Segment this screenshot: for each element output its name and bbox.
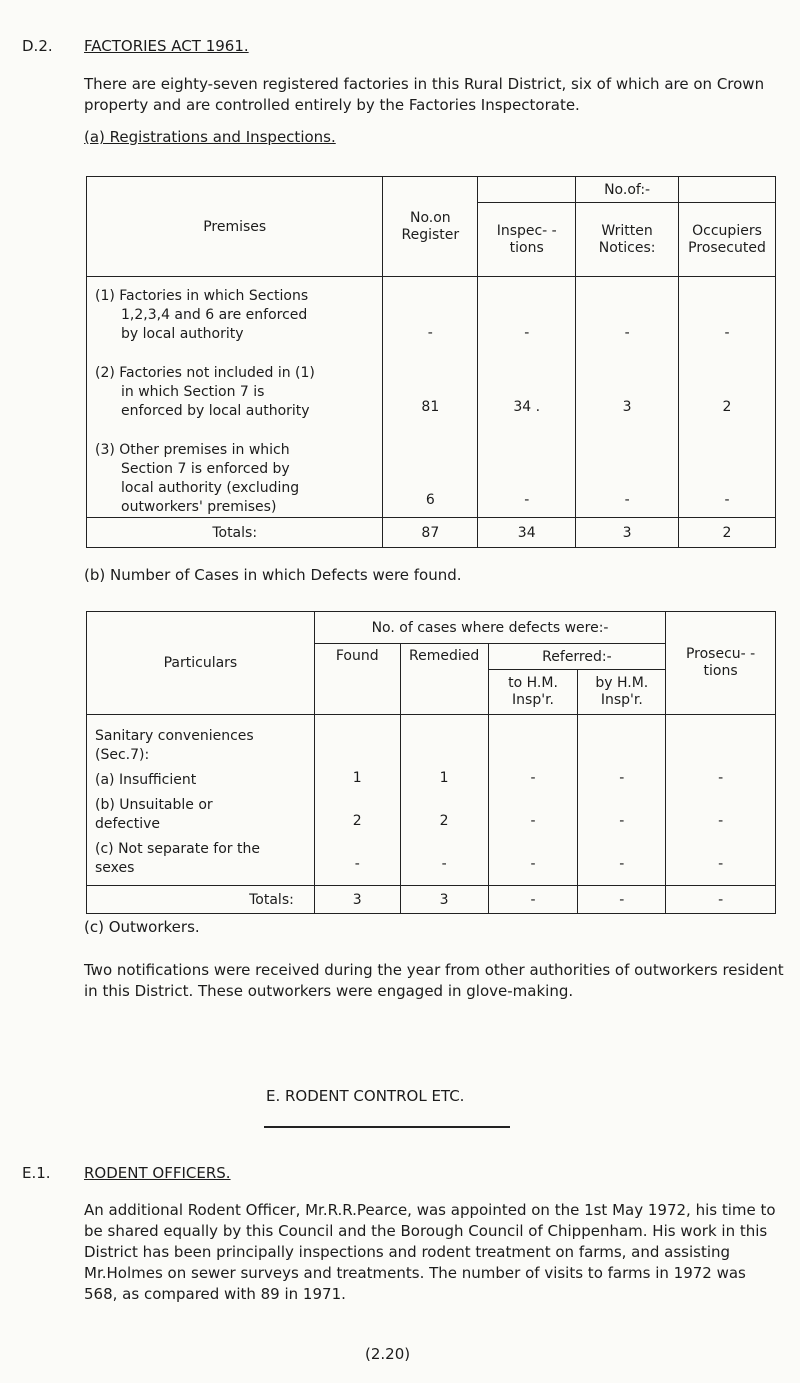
row-3-prosecuted: - (724, 492, 730, 508)
section-e-rule (264, 1126, 510, 1128)
row-b-label: (b) Unsuitable or defective (95, 797, 213, 832)
b-totals-by-hm: - (578, 886, 666, 914)
row-a-by-hm: - (619, 770, 625, 786)
totals-notices: 3 (576, 518, 679, 548)
registrations-table (86, 176, 776, 548)
col-prosecuted: Occupiers Prosecuted (679, 203, 776, 277)
intro-paragraph: There are eighty-seven registered factories in this Rural District, six of which are on Crown property and are controlled entirely by the Factories Inspectorate. (84, 75, 765, 114)
rodent-officers-paragraph: An additional Rodent Officer, Mr.R.R.Pearce, was appointed on the 1st May 1972, his time to be shared equally by this Council and the Borough Council of Chippenham. His work in this District has been principally inspections and rodent treatment on farms, and assisting Mr.Holmes on sewer surveys and treatments. The number of visits to farms in 1972 was 568, as compared with 89 in 1971. (84, 1201, 776, 1303)
col-remedied: Remedied (400, 644, 488, 715)
inspections-values (478, 277, 576, 518)
totals-prosecuted: 2 (679, 518, 776, 548)
row-b-to-hm: - (530, 813, 536, 829)
row-a-label: (a) Insufficient (95, 772, 197, 788)
col-no-of-cases: No. of cases where defects were:- (314, 612, 665, 644)
section-e1-number: E.1. (22, 1164, 51, 1182)
row-1-register: - (427, 325, 433, 341)
row-3-label: (3) Other premises in which Section 7 is enforced by local authority (excluding outworkers' premises) (95, 442, 300, 515)
row-a-found: 1 (352, 770, 362, 786)
totals-inspections: 34 (478, 518, 576, 548)
col-premises: Premises (87, 177, 383, 277)
row-1-notices: - (624, 325, 630, 341)
group-label: Sanitary conveniences (Sec.7): (95, 728, 254, 763)
section-a-heading: (a) Registrations and Inspections. (84, 128, 336, 146)
page-number: (2.20) (365, 1345, 411, 1363)
to-hm-values (488, 715, 578, 886)
outworkers-paragraph: Two notifications were received during the year from other authorities of outworkers resident in this District. These outworkers were engaged in glove-making. (84, 961, 784, 1000)
row-c-prosecutions: - (718, 856, 724, 872)
col-to-hm: to H.M. Insp'r. (488, 670, 578, 715)
row-b-remedied: 2 (439, 813, 449, 829)
row-2-notices: 3 (622, 399, 632, 415)
row-a-prosecutions: - (718, 770, 724, 786)
premises-list (87, 277, 383, 518)
row-1-label: (1) Factories in which Sections 1,2,3,4 and 6 are enforced by local authority (95, 288, 309, 342)
by-hm-values (578, 715, 666, 886)
col-by-hm: by H.M. Insp'r. (578, 670, 666, 715)
row-3-register: 6 (425, 492, 435, 508)
col-notices: Written Notices: (576, 203, 679, 277)
found-values (314, 715, 400, 886)
totals-register: 87 (383, 518, 478, 548)
row-b-found: 2 (352, 813, 362, 829)
row-1-prosecuted: - (724, 325, 730, 341)
row-3-notices: - (624, 492, 630, 508)
notices-values (576, 277, 679, 518)
col-found: Found (314, 644, 400, 715)
col-particulars: Particulars (87, 612, 315, 715)
b-totals-label: Totals: (87, 886, 315, 914)
row-c-by-hm: - (619, 856, 625, 872)
row-2-prosecuted: 2 (722, 399, 732, 415)
totals-label: Totals: (87, 518, 383, 548)
row-c-to-hm: - (530, 856, 536, 872)
col-referred: Referred:- (488, 644, 666, 670)
b-totals-found: 3 (314, 886, 400, 914)
particulars-list (87, 715, 315, 886)
section-b-heading: (b) Number of Cases in which Defects were found. (84, 566, 462, 584)
col-inspections-top (478, 177, 576, 203)
page-title: FACTORIES ACT 1961. (84, 37, 249, 55)
section-number: D.2. (22, 37, 53, 55)
section-e-title: E. RODENT CONTROL ETC. (266, 1087, 465, 1105)
b-totals-remedied: 3 (400, 886, 488, 914)
col-register: No.on Register (383, 177, 478, 277)
row-1-inspections: - (524, 325, 530, 341)
row-c-found: - (354, 856, 360, 872)
b-totals-prosecutions: - (666, 886, 776, 914)
section-c-heading: (c) Outworkers. (84, 918, 200, 936)
row-b-by-hm: - (619, 813, 625, 829)
col-inspections: Inspec- -tions (478, 203, 576, 277)
col-prosecutions: Prosecu- -tions (666, 612, 776, 715)
register-values (383, 277, 478, 518)
row-2-inspections: 34 . (513, 399, 541, 415)
b-totals-to-hm: - (488, 886, 578, 914)
row-a-remedied: 1 (439, 770, 449, 786)
row-a-to-hm: - (530, 770, 536, 786)
row-3-inspections: - (524, 492, 530, 508)
col-no-of: No.of:- (576, 177, 679, 203)
row-b-prosecutions: - (718, 813, 724, 829)
row-2-label: (2) Factories not included in (1) in which Section 7 is enforced by local authority (95, 365, 315, 419)
remedied-values (400, 715, 488, 886)
row-c-remedied: - (441, 856, 447, 872)
row-2-register: 81 (421, 399, 440, 415)
prosecuted-values (679, 277, 776, 518)
defects-table (86, 611, 776, 914)
section-e1-heading: RODENT OFFICERS. (84, 1164, 231, 1182)
col-prosecuted-top (679, 177, 776, 203)
prosecutions-values (666, 715, 776, 886)
row-c-label: (c) Not separate for the sexes (95, 841, 260, 876)
